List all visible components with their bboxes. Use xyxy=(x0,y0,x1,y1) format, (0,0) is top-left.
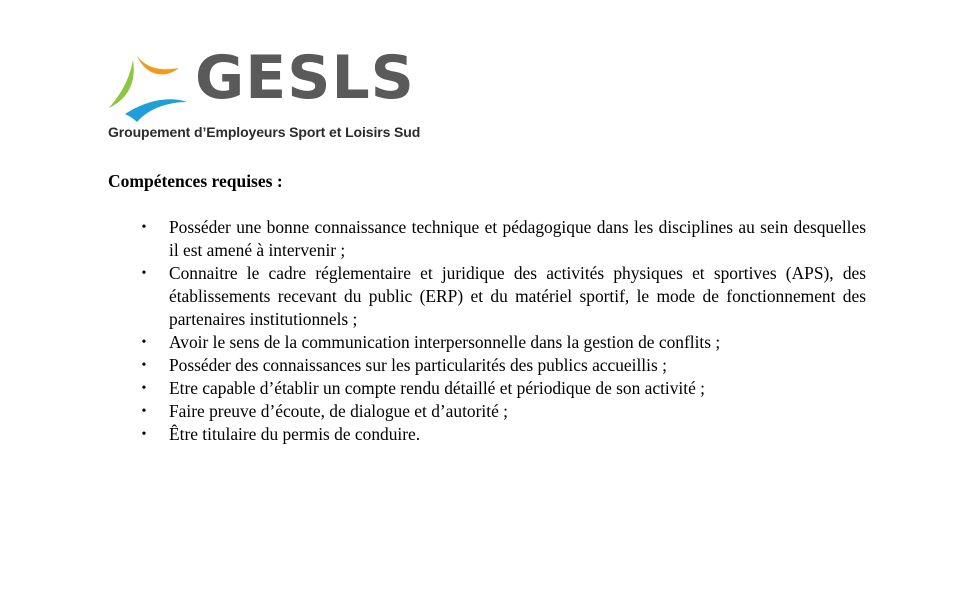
bullet-icon: • xyxy=(141,381,147,396)
list-item xyxy=(138,354,866,377)
list-item-text: Posséder une bonne connaissance technique et pédagogique dans les disciplines au sein desquelles il est amené à intervenir ; xyxy=(169,217,866,260)
logo-wordmark: GESLS xyxy=(195,43,415,113)
list-item xyxy=(138,331,866,354)
list-item xyxy=(138,400,866,423)
section-heading: Compétences requises : xyxy=(108,171,283,191)
logo-emblem-icon xyxy=(107,52,189,122)
list-item-text: Être titulaire du permis de conduire. xyxy=(169,424,421,444)
list-item xyxy=(138,216,866,262)
bullet-icon: • xyxy=(141,220,147,235)
list-item xyxy=(138,423,866,446)
list-item xyxy=(138,377,866,400)
list-item-text: Connaitre le cadre réglementaire et juridique des activités physiques et sportives (APS), des établissements recevant du public (ERP) et du matériel sportif, le mode de fonctionnement des partenaires institutionnels ; xyxy=(169,263,866,329)
bullet-icon: • xyxy=(141,404,147,419)
logo-green-swoosh xyxy=(109,60,134,108)
gesls-logo xyxy=(107,43,421,148)
bullet-icon: • xyxy=(141,335,147,350)
competences-list xyxy=(138,216,866,446)
logo-orange-swoosh xyxy=(137,56,179,74)
bullet-icon: • xyxy=(141,358,147,373)
list-item-text: Avoir le sens de la communication interpersonnelle dans la gestion de conflits ; xyxy=(169,332,721,352)
bullet-icon: • xyxy=(141,427,147,442)
list-item xyxy=(138,262,866,331)
bullet-icon: • xyxy=(141,266,147,281)
list-item-text: Etre capable d’établir un compte rendu détaillé et périodique de son activité ; xyxy=(169,378,705,398)
list-item-text: Faire preuve d’écoute, de dialogue et d’autorité ; xyxy=(169,401,508,421)
logo-blue-swoosh xyxy=(125,99,187,122)
list-item-text: Posséder des connaissances sur les particularités des publics accueillis ; xyxy=(169,355,667,375)
logo-tagline: Groupement d’Employeurs Sport et Loisirs Sud xyxy=(108,124,421,140)
